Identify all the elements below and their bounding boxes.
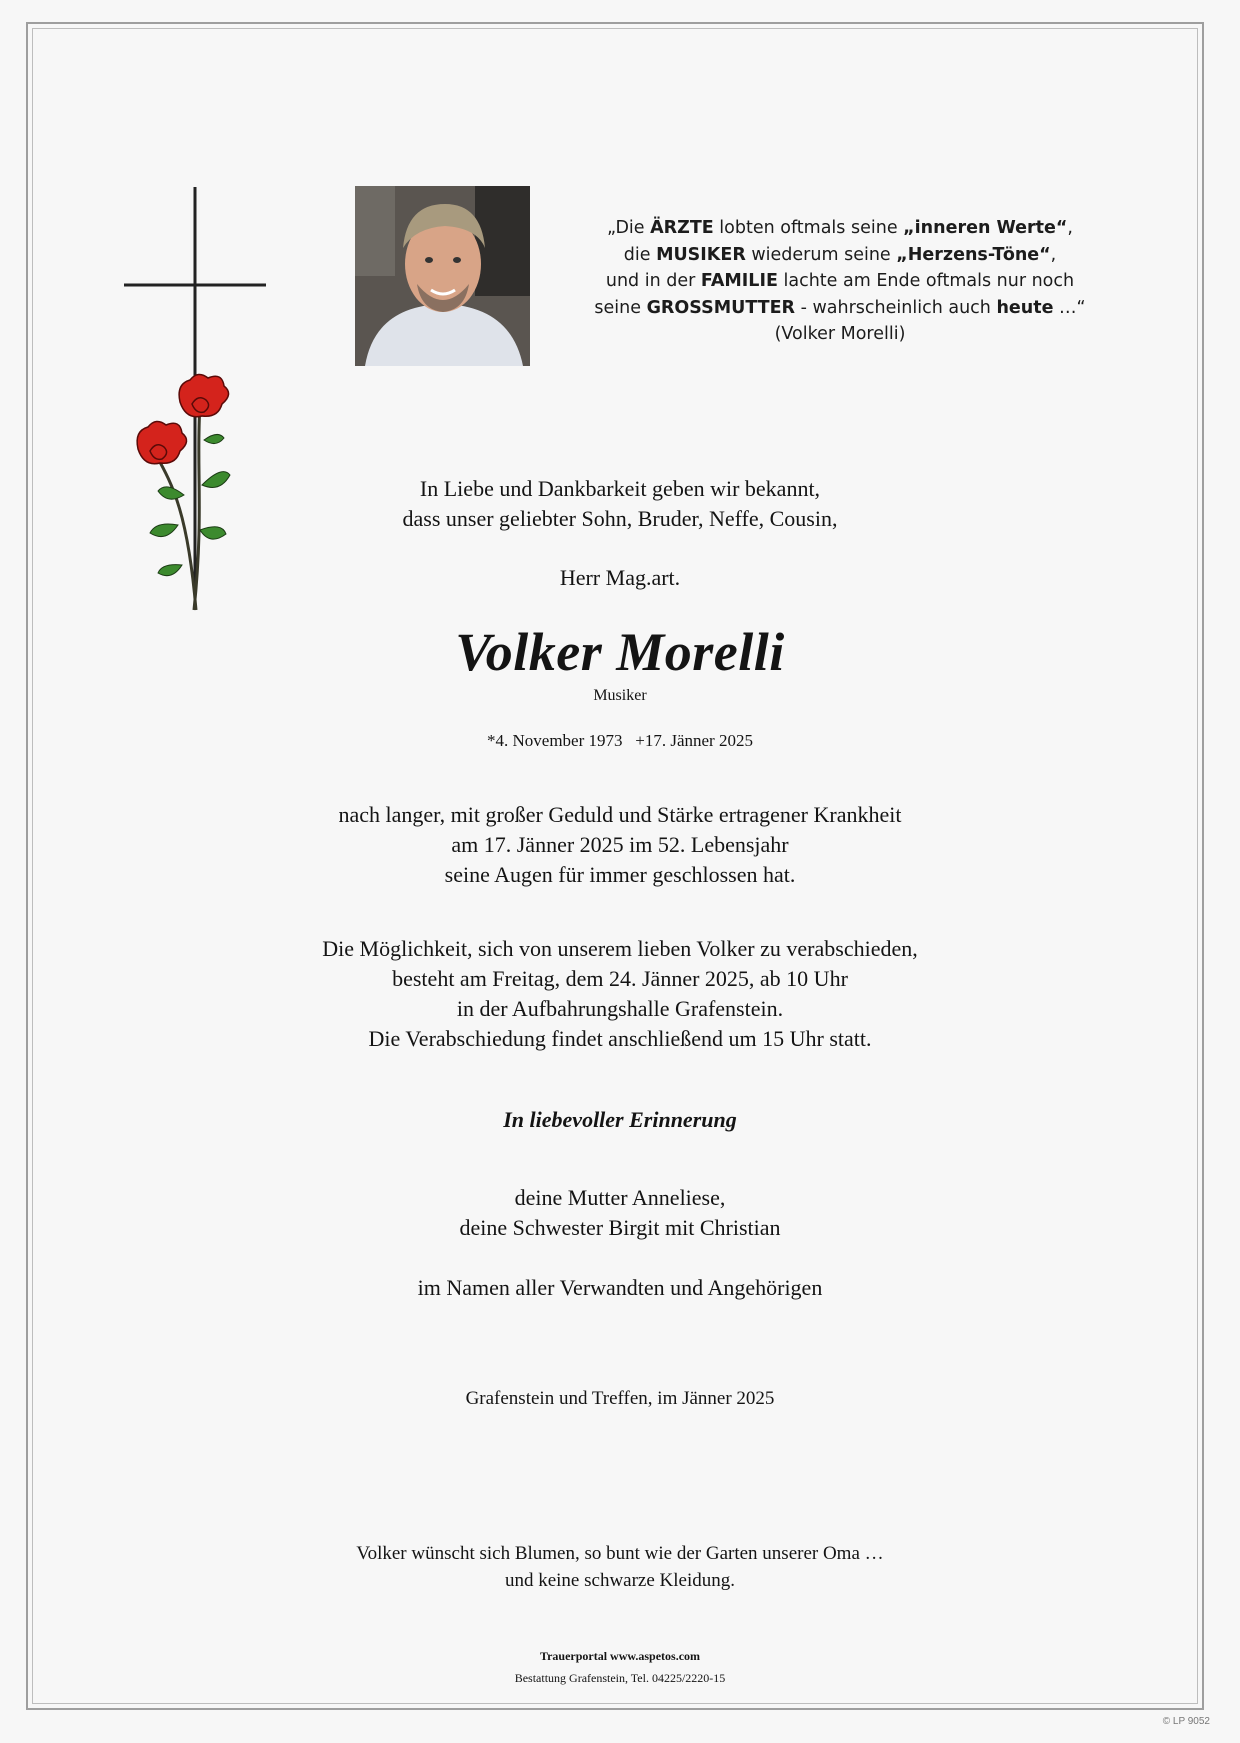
document-code: © LP 9052 xyxy=(1162,1716,1210,1727)
passing-text: nach langer, mit großer Geduld und Stärke ertragener Krankheit am 17. Jänner 2025 im 52. Lebensjahr seine Augen für immer geschlossen hat. xyxy=(338,802,902,887)
mourners-family: im Namen aller Verwandten und Angehörigen xyxy=(417,1275,823,1300)
life-dates: *4. November 1973 +17. Jänner 2025 xyxy=(487,731,753,750)
quote-line-4: seine GROSSMUTTER - wahrscheinlich auch heute …“ xyxy=(594,297,1086,318)
wish-text: Volker wünscht sich Blumen, so bunt wie der Garten unserer Oma … und keine schwarze Kleidung. xyxy=(356,1543,884,1591)
farewell-text: Die Möglichkeit, sich von unserem lieben Volker zu verabschieden, besteht am Freitag, dem 24. Jänner 2025, ab 10 Uhr in der Aufbahrungshalle Grafenstein. Die Verabschiedung findet anschließend um 15 Uhr statt. xyxy=(322,936,918,1051)
quote-line-2: die MUSIKER wiederum seine „Herzens-Töne“, xyxy=(623,244,1057,265)
place-date: Grafenstein und Treffen, im Jänner 2025 xyxy=(465,1388,775,1409)
mourners-text: deine Mutter Anneliese, deine Schwester Birgit mit Christian xyxy=(459,1185,781,1240)
profession: Musiker xyxy=(593,687,647,704)
quote-author: (Volker Morelli) xyxy=(774,324,906,344)
salutation: Herr Mag.art. xyxy=(559,565,681,590)
person-portrait-icon xyxy=(355,186,530,366)
cross-with-roses-icon xyxy=(118,185,278,615)
quote-line-3: und in der FAMILIE lachte am Ende oftmals nur noch xyxy=(605,271,1075,291)
intro-text: In Liebe und Dankbarkeit geben wir bekannt, dass unser geliebter Sohn, Bruder, Neffe, Cousin, xyxy=(402,476,838,531)
portal-link[interactable]: Trauerportal www.aspetos.com xyxy=(539,1649,701,1663)
quote-block xyxy=(560,215,1120,348)
quote-line-1: „Die ÄRZTE lobten oftmals seine „inneren Werte“, xyxy=(607,218,1073,238)
deceased-name: Volker Morelli xyxy=(455,622,785,682)
undertaker-info: Bestattung Grafenstein, Tel. 04225/2220-15 xyxy=(514,1671,726,1685)
memory-heading: In liebevoller Erinnerung xyxy=(503,1107,737,1132)
footer xyxy=(0,1645,1240,1689)
portrait-photo xyxy=(355,186,530,366)
